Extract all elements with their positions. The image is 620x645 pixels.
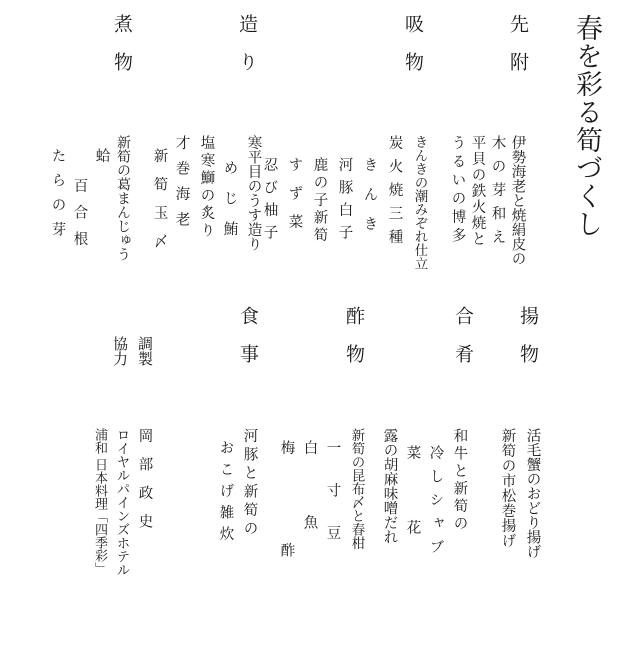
suimono-1: きんきの潮みぞれ仕立 [411,135,428,270]
hotel-name: ロイヤルパインズホテル [113,428,130,577]
azuke-4: 露の胡麻味噌だれ [381,428,398,544]
azuke-head: 合 肴 [452,306,474,363]
nimono-3: 百合根 [71,178,88,258]
sakizuke-1: 伊勢海老と焼絹皮の [509,135,526,266]
tsukuri-2: めじ鮪 [221,160,238,252]
sakizuke-3: 平貝の鉄火焼と [469,135,486,247]
nimono-4: たらの芽 [49,148,66,246]
tsukuri-1: 寒平目のうす造り [245,135,262,251]
sakizuke-head: 先 附 [507,14,529,71]
azuke-1: 和牛と新筍の [451,428,468,533]
azuke-2: 冷しシャブ [427,445,444,563]
suimono-3: きんき [361,157,378,246]
tsukuri-5: 新筍玉〆 [151,148,168,262]
shokuji-head: 食 事 [237,306,259,363]
suimono-2: 炭火焼三種 [386,135,403,253]
sunomono-4: 梅酢 [278,440,295,645]
suimono-4: 河豚白子 [336,157,353,247]
agemono-2: 新筍の市松巻揚げ [499,428,516,548]
sunomono-1: 新筍の昆布〆と春柑 [348,428,365,550]
sunomono-2: 一寸豆 [324,440,341,568]
sunomono-head: 酢 物 [343,306,365,363]
azuke-3: 菜花 [404,445,421,594]
chosei-head: 調製 [136,336,154,366]
shokuji-1: 河豚と新筍の [241,428,258,539]
chef-name: 岡部政史 [136,428,153,542]
nimono-2: 蛤 [93,148,110,163]
tsukuri-head: 造 り [236,14,258,71]
agemono-head: 揚 物 [517,306,539,363]
suimono-5: 鹿の子新筍 [311,157,328,245]
nimono-head: 煮 物 [111,14,133,71]
sakizuke-4: うるいの博多 [449,135,466,246]
sakizuke-2: 木の芽和え [489,135,506,253]
suimono-7: 忍び柚子 [261,157,278,247]
agemono-1: 活毛蟹のおどり揚げ [524,428,541,559]
restaurant-name: 浦和 日本料理「四季彩」 [92,428,107,576]
suimono-6: すず菜 [286,157,303,243]
shokuji-2: おこげ雑炊 [217,440,234,548]
nimono-1: 新筍の葛まんじゅう [115,135,131,261]
menu-title: 春を彩る筍づくし [571,14,602,238]
kyoryoku-head: 協力 [111,336,129,366]
tsukuri-4: 才巻海老 [173,135,190,237]
suimono-head: 吸 物 [402,14,424,71]
tsukuri-3: 塩寒鰤の炙り [198,135,215,240]
sunomono-3: 白魚 [301,440,318,589]
